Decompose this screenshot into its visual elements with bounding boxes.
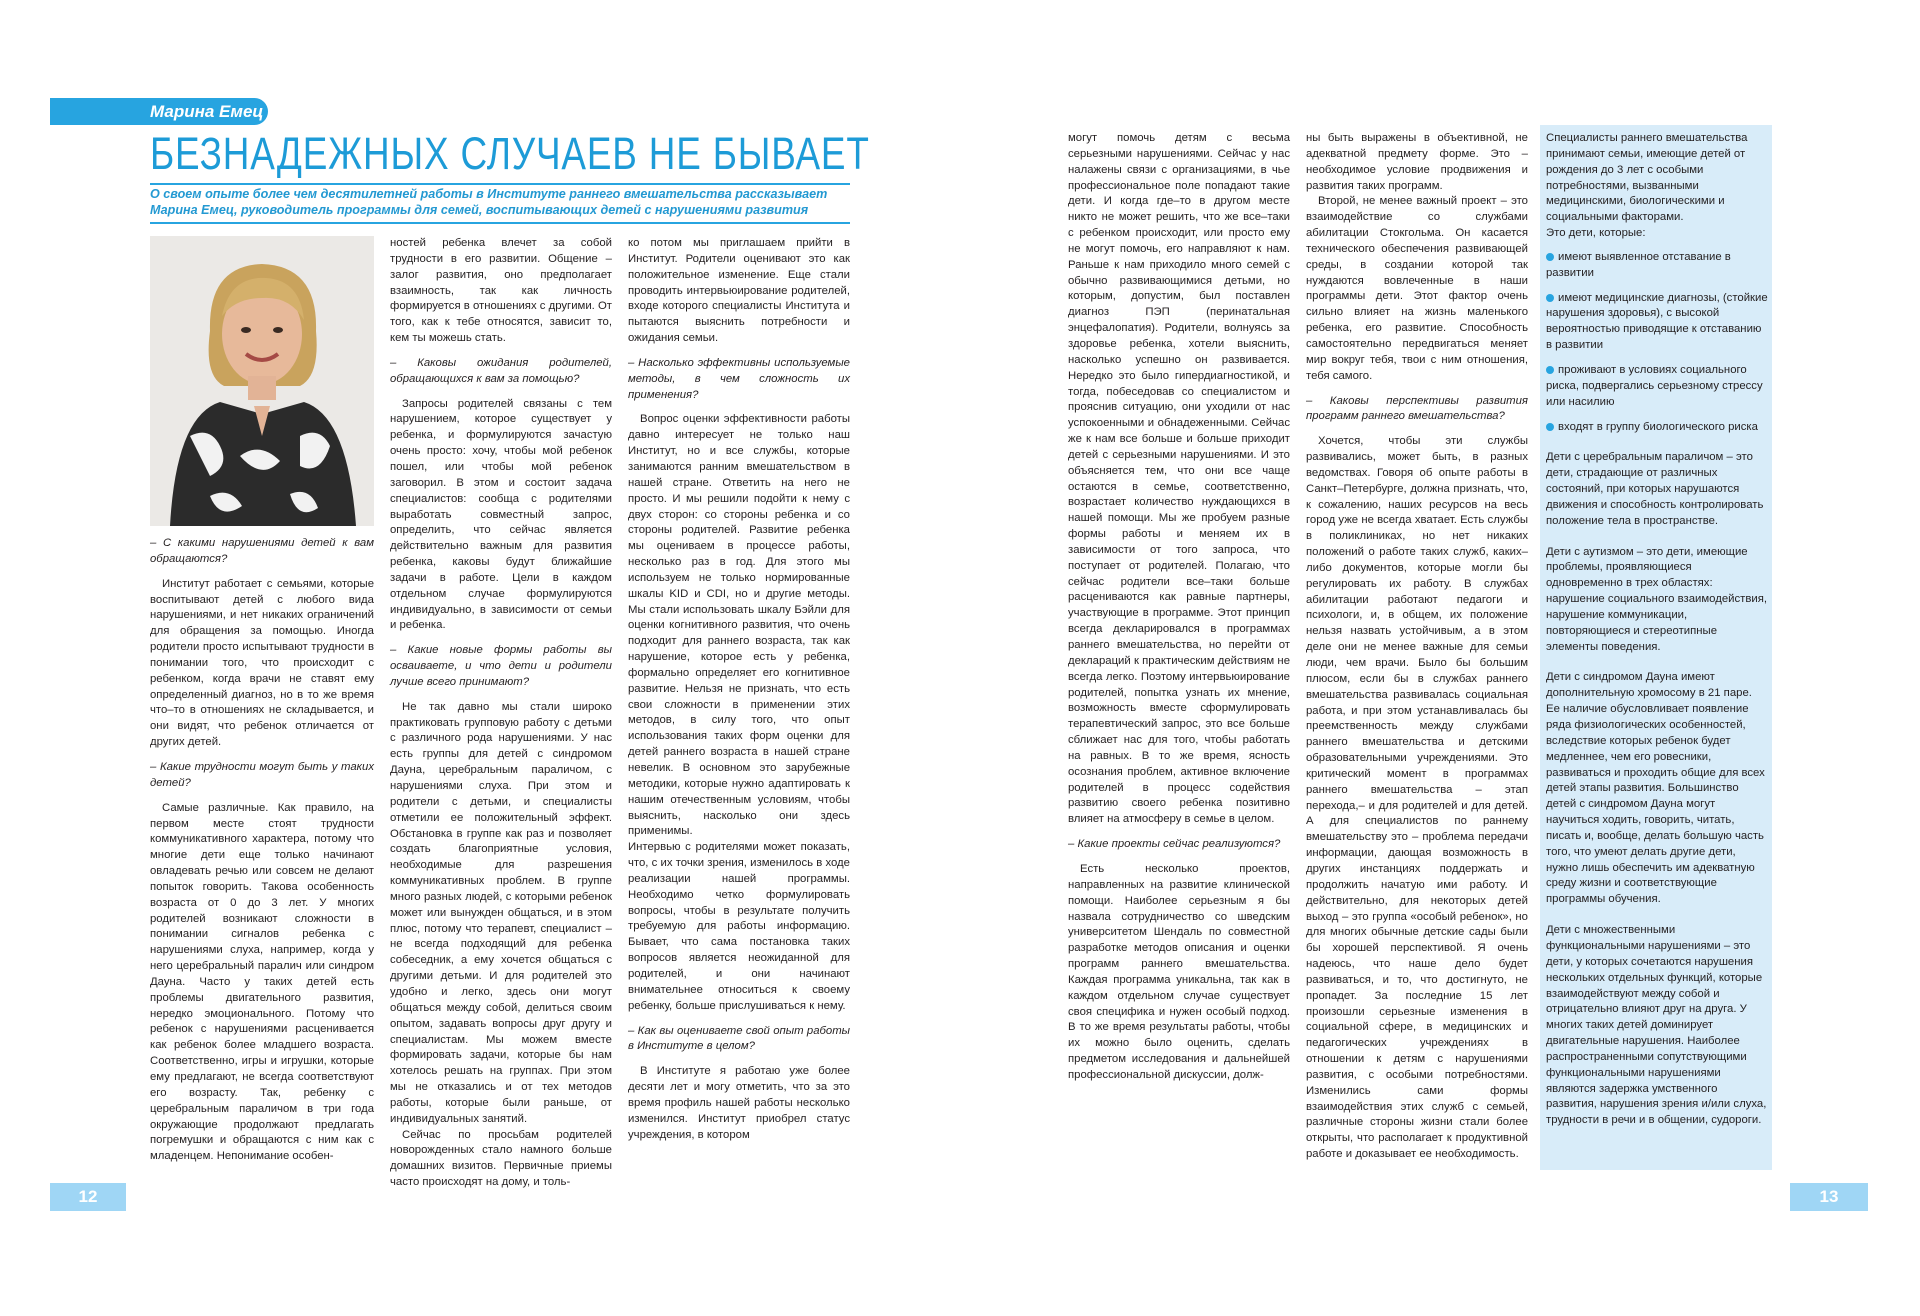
question: – Как вы оцениваете свой опыт работы в Институте в целом?	[628, 1024, 850, 1053]
sidebar-intro-2: Это дети, которые:	[1546, 227, 1646, 240]
bullet-icon	[1546, 366, 1554, 374]
title-rule	[150, 183, 850, 185]
column-4	[1068, 131, 1290, 1084]
bullet-text: имеют выявленное отставание в развитии	[1546, 250, 1731, 279]
paragraph: ко потом мы приглашаем прийти в Институт. Родители оценивают это как положительное изменение. Еще стали проводить интервьюирование родителей, входе которого специалисты Института и пытаются выяснить потребности и ожидания семьи.	[628, 237, 850, 345]
bullet-text: проживают в условиях социального риска, подвергались серьезному стрессу или насилию	[1546, 363, 1763, 408]
column-1	[150, 536, 374, 1165]
sidebar-intro: Специалисты раннего вмешательства принимают семьи, имеющие детей от рождения до 3 лет с особыми потребностями, вызванными медицинскими, биологическими и социальными факторами.	[1546, 132, 1748, 224]
bullet-text: входят в группу биологического риска	[1558, 420, 1758, 433]
column-2	[390, 236, 612, 1191]
sidebar-text	[1546, 131, 1768, 1144]
sidebar-paragraph: Дети с множественными функциональными нарушениями – это дети, у которых сочетаются нарушения нескольких отдельных функций, которые взаимодействуют между собой и отрицательно влияют друг на друга. У многих таких детей доминирует двигательные нарушения. Наиболее распространенными сопутствующими функциональными нарушениями являются задержка умственного развития, нарушения зрения и/или слуха, трудности в речи и в общении, судороги.	[1546, 924, 1767, 1127]
paragraph: могут помочь детям с весьма серьезными нарушениями. Сейчас у нас налажены связи с организациями, в чье профессиональное поле попадают такие дети. И когда где–то в другом месте никто не может решить, что же все–таки с ребенком происходит, или просто ему не могут помочь, его направляют к нам. Раньше к нам приходило много семей с обычно развивающимися детьми, но которым, допустим, был поставлен диагноз ПЭП (перинатальная энцефалопатия). Родители, волнуясь за здоровье ребенка, хотели выяснить, насколько успешно он развивается. Нередко это было гипердиагностикой, и тогда, побеседовав со специалистом и прояснив ситуацию, они уходили от нас успокоенными и обнадеженными. Сейчас же к нам все больше и больше приходит детей с серьезными нарушениями. И это объясняется тем, что они все чаще остаются в семье, соответственно, возрастает количество нуждающихся в нашей помощи. Мы же пробуем разные формы работы и меняем их в зависимости от того запроса, что поступает от родителей. Полагаю, что сейчас родители все–таки больше расцениваются как равные партнеры, участвующие в программе. Этот принцип всегда декларировался в программах раннего вмешательства, но перейти от деклараций к практическим действиям не всегда легко. Поэтому интервьюирование родителей, попытка узнать их мнение, возможность вместе сформулировать терапевтический запрос, это все больше сближает нас для того, чтобы работать на равных. В то же время, ясность осознания проблем, активное включение родителей в процесс содействия развитию своего ребенка позитивно влияет на атмосферу в семье в целом.	[1068, 132, 1290, 826]
sidebar-bullet	[1546, 291, 1768, 354]
question: – Каковы ожидания родителей, обращающихся к вам за помощью?	[390, 356, 612, 385]
question: – Какие новые формы работы вы осваиваете, и что дети и родители лучше всего принимают?	[390, 644, 612, 688]
sidebar-bullet	[1546, 420, 1768, 436]
paragraph: Хочется, чтобы эти службы развивались, может быть, в разных ведомствах. Говоря об опыте работы в Санкт–Петербурге, должна признать, что, к сожалению, наших ресурсов на весь город уже не всегда хватает. Есть службы в поликлиниках, но нет никаких положений о работе таких служб, каких–либо документов, которые могли бы регулировать их работу. В службах абилитации работают педагоги и психологи, и, в общем, их положение нельзя назвать устойчивым, а в этом деле они не менее важные для семьи люди, чем врачи. Было бы большим плюсом, если бы в службах раннего вмешательства развивалась социальная работа, и при этом устанавливалась бы преемственность между службами раннего вмешательства и детскими образовательными учреждениями. Это критический момент в программах раннего вмешательства – этап перехода,– и для родителей и для детей. А для специалистов по раннему вмешательству это – проблема передачи информации, дающая возможность в других инстанциях поддержать и продолжить начатую ими работу. И действительно, для некоторых детей выход – это группа «особый ребенок», но для многих обычные детские сады были бы хорошей перспективой. Я очень надеюсь, что наше дело будет развиваться, и то, что достигнуто, не пропадет. За последние 15 лет произошли серьезные изменения в социальной сфере, в медицинских и педагогических учреждениях в отношении к детям с нарушениями развития, с особыми потребностями. Изменились сами формы взаимодействия этих служб с семьей, различные стороны жизни стали более открыты, что располагает к продуктивной работе и доказывает ее необходимость.	[1306, 435, 1528, 1161]
paragraph: Самые различные. Как правило, на первом месте стоят трудности коммуникативного характера, потому что многие дети еще только начинают овладевать речью или совсем не делают попыток говорить. Такова особенность возраста от 0 до 3 лет. У многих родителей возникают сложности в понимании сигналов ребенка с нарушениями слуха, например, когда у него церебральный паралич или синдром Дауна. Часто у таких детей есть проблемы двигательного развития, нередко эмоционального. Потому что ребенок с нарушениями расценивается как ребенок более младшего возраста. Соответственно, игры и игрушки, которые ему предлагают, не всегда соответствуют его возрасту. Так, ребенку с церебральным параличом в три года окружающие продолжают предлагать погремушки и обращаются с ним как с младенцем. Непонимание особен-	[150, 801, 374, 1163]
paragraph: Второй, не менее важный проект – это взаимодействие со службами абилитации Стокгольма. Он касается технического обеспечения развивающей среды, в создании которой так нуждаются вовлеченные в наши программы дети. Этот фактор очень сильно влияет на жизнь маленького ребенка, его развитие. Способность самостоятельно передвигаться меняет мир вокруг тебя, твои с ним отношения, тебя самого.	[1306, 195, 1528, 382]
sidebar-paragraph: Дети с аутизмом – это дети, имеющие проблемы, проявляющиеся одновременно в трех областях: нарушение социального взаимодействия, нарушение коммуникации, повторяющиеся и стереотипные элементы поведения.	[1546, 545, 1767, 653]
question: – Какие трудности могут быть у таких детей?	[150, 760, 374, 789]
page-number: 12	[78, 1187, 98, 1206]
author-name: Марина Емец	[150, 102, 264, 121]
page-number-tab-left	[50, 1183, 126, 1211]
portrait-photo	[150, 236, 374, 526]
page-number: 13	[1819, 1187, 1839, 1206]
paragraph: Институт работает с семьями, которые воспитывают детей с любого вида нарушениями, и нет никаких ограничений для обращения за помощью. Иногда родители просто испытывают трудности в понимании того, что происходит с ребенком, когда врачи не ставят ему определенный диагноз, но в то же время что–то в отношениях не складывается, и они видят, что ребенок отличается от других детей.	[150, 577, 374, 749]
paragraph: Не так давно мы стали широко практиковать групповую работу с детьми с различного рода нарушениями. У нас есть группы для детей с синдромом Дауна, церебральным параличом, с нарушениями слуха. При этом и родители с детьми, и специалисты отметили ее положительный эффект. Обстановка в группе как раз и позволяет создать благоприятные условия, необходимые для разрешения коммуникативных проблем. В группе много разных людей, с которыми ребенок может или вынужден общаться, и в этом плюс, потому что терапевт, специалист – не всегда подходящий для ребенка собеседник, а ему хочется общаться с другими детьми. И для родителей это удобно и легко, здесь они могут общаться между собой, делиться своим опытом, задавать вопросы друг другу и специалистам. Мы можем вместе формировать задачи, которые бы нам хотелось решать на группах. При этом мы не отказались и от тех методов работы, которые были раньше, от индивидуальных занятий.	[390, 700, 612, 1125]
paragraph: ностей ребенка влечет за собой трудности в его развитии. Общение – залог развития, оно предполагает взаимность, так как личность формируется в отношениях с другими. От того, как к тебе относятся, зависит то, кем ты можешь стать.	[390, 237, 612, 345]
page-number-tab-right	[1790, 1183, 1868, 1211]
question: – Какие проекты сейчас реализуются?	[1068, 838, 1281, 851]
portrait-photo-icon	[150, 236, 374, 526]
column-5	[1306, 131, 1528, 1163]
sidebar-paragraph: Дети с синдромом Дауна имеют дополнительную хромосому в 21 паре. Ее наличие обусловливает появление ряда физиологических особенностей, вследствие которых ребенок будет медленнее, чем его ровесники, развиваться и проходить общие для всех детей этапы развития. Большинство детей с синдромом Дауна могут научиться ходить, говорить, читать, писать и, вообще, делать большую часть того, что умеют делать другие дети, нужно лишь обеспечить им адекватную среду жизни и соответствующие программы обучения.	[1546, 671, 1765, 906]
paragraph: ны быть выражены в объективной, не адекватной предмету форме. Это – необходимое условие продвижения и развития таких программ.	[1306, 132, 1528, 192]
article-title: БЕЗНАДЕЖНЫХ СЛУЧАЕВ НЕ БЫВАЕТ	[150, 128, 870, 179]
question: – Насколько эффективны используемые методы, в чем сложность их применения?	[628, 356, 850, 401]
column-3	[628, 236, 850, 1143]
bullet-icon	[1546, 253, 1554, 261]
sidebar-bullet	[1546, 250, 1768, 282]
paragraph: Вопрос оценки эффективности работы давно интересует не только наш Институт, но и все службы, которые занимаются ранним вмешательством в нашей стране. Ответить на него не просто. И мы решили подойти к нему с двух сторон: со стороны ребенка и со стороны родителей. Развитие ребенка мы оцениваем в процессе работы, несколько раз в год. Для этого мы используем не только нормированные шкалы KID и CDI, но и другие методы. Мы стали использовать шкалу Бэйли для оценки когнитивного развития, что очень подходит для раннего возраста, так как нарушение, которое есть у ребенка, формально определяет его когнитивное развитие. Нельзя не признать, что есть свои сложности в применении этих методов, в силу того, что опыт использования таких форм оценки для детей раннего возраста в нашей стране невелик. В основном это зарубежные методики, которые нужно адаптировать к нашим отечественным условиям, чтобы выяснить, насколько они здесь применимы.	[628, 413, 850, 838]
sidebar-paragraph: Дети с церебральным параличом – это дети, страдающие от различных состояний, при которых нарушаются движения и способность контролировать положение тела в пространстве.	[1546, 451, 1764, 527]
paragraph: Сейчас по просьбам родителей новорожденных стало намного больше домашних визитов. Первичные приемы часто происходят на дому, и толь-	[390, 1128, 612, 1189]
bullet-icon	[1546, 294, 1554, 302]
paragraph: Интервью с родителями может показать, что, с их точки зрения, изменилось в ходе реализации нашей программы. Необходимо четко формулировать вопросы, чтобы в результате получить требуемую для работы информацию. Бывает, что сама постановка таких вопросов является неожиданной для родителей, и они начинают внимательнее относиться к своему ребенку, больше прислушиваться к нему.	[628, 841, 850, 1012]
question: – Каковы перспективы развития программ раннего вмешательства?	[1306, 394, 1528, 423]
paragraph: Запросы родителей связаны с тем нарушением, которое существует у ребенка, и формулируются зачастую очень просто: хочу, чтобы мой ребенок пошел, или чтобы мой ребенок заговорил. В этом и состоит задача специалистов: сообща с родителями выработать совместный запрос, определить, что сейчас является действительно важным для развития ребенка, каковы будут ближайшие задачи в работе. Цели в каждом отдельном случае формулируются индивидуально, в зависимости от семьи и ребенка.	[390, 397, 612, 632]
bullet-text: имеют медицинские диагнозы, (стойкие нарушения здоровья), с высокой вероятностью приводящие к отставанию в развитии	[1546, 291, 1768, 352]
article-lead: О своем опыте более чем десятилетней работы в Институте раннего вмешательства рассказывает Марина Емец, руководитель программы для семей, воспитывающих детей с нарушениями развития	[150, 187, 828, 217]
bullet-icon	[1546, 423, 1554, 431]
sidebar-bullet	[1546, 363, 1768, 411]
question: – С какими нарушениями детей к вам обращаются?	[150, 537, 374, 565]
paragraph: В Институте я работаю уже более десяти лет и могу отметить, что за это время профиль нашей работы несколько изменился. Институт приобрел статус учреждения, в котором	[628, 1065, 850, 1141]
paragraph: Есть несколько проектов, направленных на развитие клинической помощи. Наиболее серьезным я бы назвала сотрудничество со шведским университетом Шендаль по совместной разработке методов описания и оценки программ раннего вмешательства. Каждая программа уникальна, так как в каждом отдельном случае существует своя специфика и нужен особый подход. В то же время результаты работы, чтобы их можно было оценить, сделать предметом исследования и дальнейшей профессиональной дискуссии, долж-	[1068, 862, 1290, 1081]
lead-rule	[150, 222, 850, 224]
